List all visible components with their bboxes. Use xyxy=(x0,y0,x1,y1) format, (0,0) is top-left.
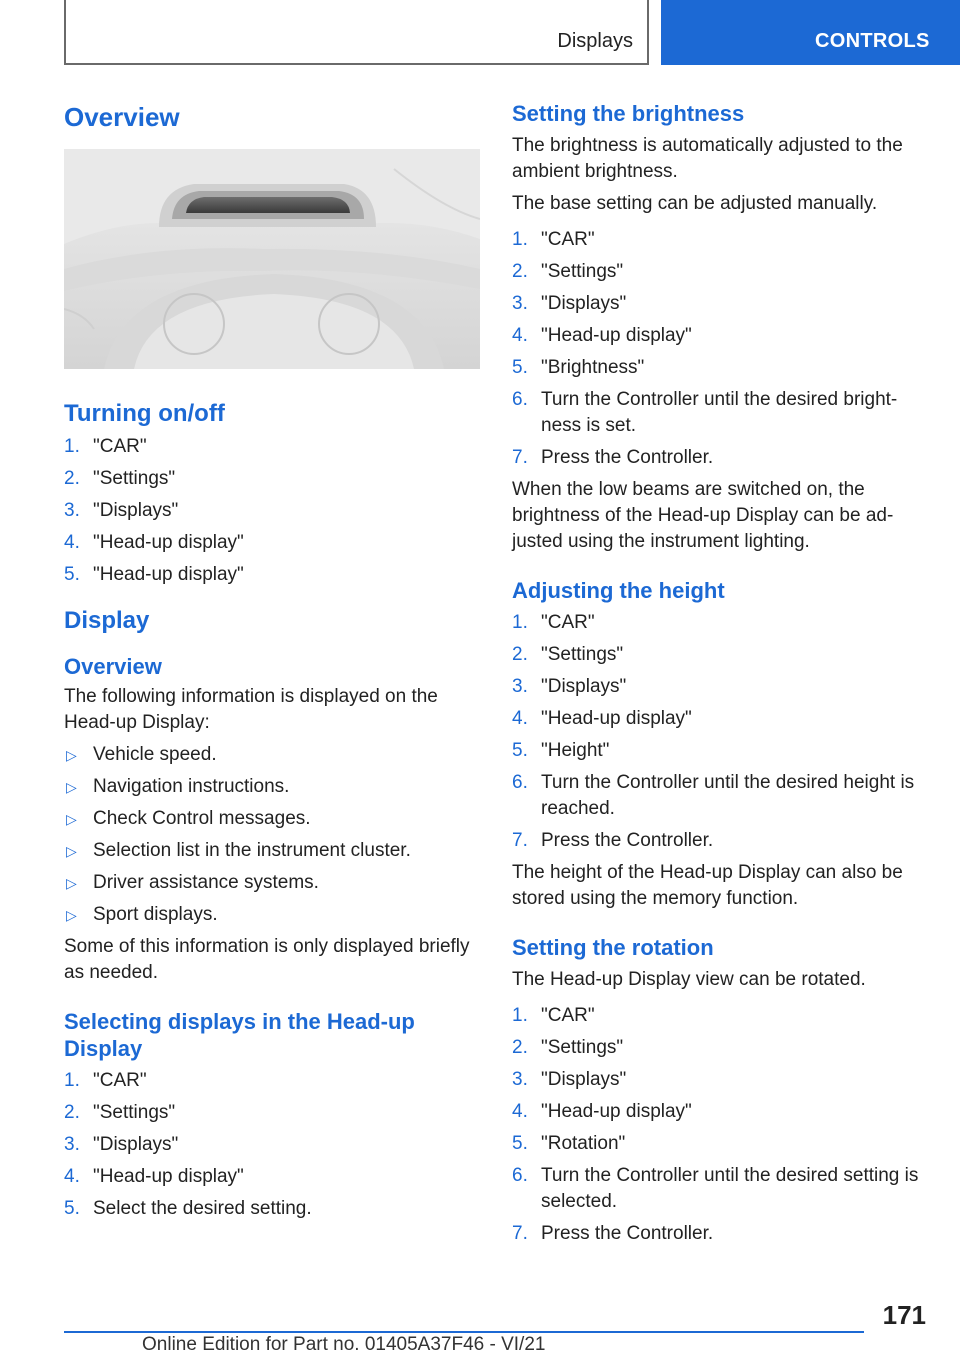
step-number: 1. xyxy=(512,229,528,250)
step-text: "Head-up display" xyxy=(541,708,692,729)
brightness-note: When the low beams are switched on, the brightness of the Head-up Display can be ad‐ justed using the instrument lighting. xyxy=(512,479,894,552)
step-number: 6. xyxy=(512,1165,528,1186)
list-item xyxy=(512,1221,932,1247)
brightness-p2: The base setting can be adjusted manually. xyxy=(512,193,878,214)
list-item xyxy=(64,466,484,492)
step-number: 1. xyxy=(64,436,80,457)
step-number: 4. xyxy=(512,325,528,346)
list-item xyxy=(512,1067,932,1093)
step-text: "Head-up display" xyxy=(541,325,692,346)
triangle-right-icon: ▷ xyxy=(66,907,77,923)
step-number: 2. xyxy=(512,261,528,282)
list-item xyxy=(64,1068,484,1094)
step-text: "Head-up display" xyxy=(93,1166,244,1187)
overview-heading: Overview xyxy=(64,102,180,132)
step-number: 7. xyxy=(512,447,528,468)
step-number: 6. xyxy=(512,772,528,793)
rotation-heading: Setting the rotation xyxy=(512,935,714,960)
step-text: Turn the Controller until the desired setting is selected. xyxy=(541,1165,919,1212)
step-number: 4. xyxy=(512,708,528,729)
triangle-right-icon: ▷ xyxy=(66,875,77,891)
bullet-text: Driver assistance systems. xyxy=(93,872,319,893)
step-text: "Brightness" xyxy=(541,357,645,378)
list-item xyxy=(64,806,484,832)
list-item xyxy=(512,738,932,764)
list-item xyxy=(512,1003,932,1029)
step-text: "Settings" xyxy=(541,644,624,665)
step-text: "Height" xyxy=(541,740,610,761)
turning-steps-list xyxy=(64,434,484,588)
step-number: 7. xyxy=(512,1223,528,1244)
step-number: 4. xyxy=(512,1101,528,1122)
step-text: "CAR" xyxy=(541,1005,595,1026)
triangle-right-icon: ▷ xyxy=(66,779,77,795)
header-chapter-tab xyxy=(661,0,960,65)
list-item xyxy=(512,323,932,349)
list-item xyxy=(512,1131,932,1157)
step-number: 6. xyxy=(512,389,528,410)
triangle-right-icon: ▷ xyxy=(66,843,77,859)
step-text: "Displays" xyxy=(541,1069,627,1090)
step-number: 3. xyxy=(64,500,80,521)
triangle-right-icon: ▷ xyxy=(66,747,77,763)
step-text: "Displays" xyxy=(93,1134,179,1155)
list-item xyxy=(512,355,932,381)
list-item xyxy=(64,774,484,800)
step-number: 7. xyxy=(512,830,528,851)
selecting-displays-heading: Selecting displays in the Head-up Display xyxy=(64,1009,415,1061)
list-item xyxy=(512,610,932,636)
list-item xyxy=(64,530,484,556)
brightness-heading: Setting the brightness xyxy=(512,101,745,126)
step-number: 5. xyxy=(512,357,528,378)
list-item xyxy=(512,828,932,854)
head-up-display-photo xyxy=(64,149,480,369)
step-text: Turn the Controller until the desired bright‐ ness is set. xyxy=(541,389,898,436)
height-steps-list xyxy=(512,610,932,854)
turning-on-off-heading: Turning on/off xyxy=(64,400,225,427)
step-text: "Head-up display" xyxy=(93,564,244,585)
dashboard-illustration xyxy=(64,149,480,369)
list-item xyxy=(512,259,932,285)
step-text: "Head-up display" xyxy=(93,532,244,553)
list-item xyxy=(512,227,932,253)
header-section-title: Displays xyxy=(557,30,633,52)
list-item xyxy=(512,770,932,822)
footer-divider xyxy=(64,1331,864,1333)
rotation-intro: The Head-up Display view can be rotated. xyxy=(512,969,866,990)
step-text: "Displays" xyxy=(541,293,627,314)
list-item xyxy=(512,674,932,700)
list-item xyxy=(512,706,932,732)
step-number: 1. xyxy=(512,1005,528,1026)
step-text: "Settings" xyxy=(541,1037,624,1058)
step-number: 3. xyxy=(512,293,528,314)
list-item xyxy=(64,434,484,460)
step-text: Select the desired setting. xyxy=(93,1198,312,1219)
list-item xyxy=(64,1132,484,1158)
bullet-text: Check Control messages. xyxy=(93,808,311,829)
display-overview-note: Some of this information is only displayed briefly as needed. xyxy=(64,936,470,983)
step-text: "Settings" xyxy=(93,1102,176,1123)
step-number: 5. xyxy=(512,1133,528,1154)
step-text: "Displays" xyxy=(541,676,627,697)
list-item xyxy=(512,387,932,439)
bullet-text: Navigation instructions. xyxy=(93,776,290,797)
step-text: "CAR" xyxy=(541,229,595,250)
step-number: 3. xyxy=(512,1069,528,1090)
height-heading: Adjusting the height xyxy=(512,578,725,603)
list-item xyxy=(64,838,484,864)
display-info-list xyxy=(64,742,484,928)
step-number: 3. xyxy=(512,676,528,697)
step-text: Press the Controller. xyxy=(541,830,714,851)
brightness-p1: The brightness is automatically adjusted to the ambient brightness. xyxy=(512,135,903,182)
step-number: 5. xyxy=(512,740,528,761)
step-number: 1. xyxy=(64,1070,80,1091)
list-item xyxy=(512,445,932,471)
step-text: Turn the Controller until the desired height is reached. xyxy=(541,772,915,819)
brightness-steps-list xyxy=(512,227,932,471)
list-item xyxy=(64,562,484,588)
display-overview-intro: The following information is displayed on the Head-up Display: xyxy=(64,686,438,733)
step-text: "Settings" xyxy=(93,468,176,489)
step-number: 4. xyxy=(64,532,80,553)
step-number: 3. xyxy=(64,1134,80,1155)
step-text: "Rotation" xyxy=(541,1133,626,1154)
list-item xyxy=(512,642,932,668)
list-item xyxy=(64,498,484,524)
bullet-text: Sport displays. xyxy=(93,904,218,925)
step-text: "CAR" xyxy=(93,1070,147,1091)
height-note: The height of the Head-up Display can also be stored using the memory function. xyxy=(512,862,903,909)
step-text: "CAR" xyxy=(541,612,595,633)
step-number: 2. xyxy=(512,1037,528,1058)
triangle-right-icon: ▷ xyxy=(66,811,77,827)
rotation-steps-list xyxy=(512,1003,932,1247)
step-number: 2. xyxy=(64,468,80,489)
list-item xyxy=(512,1035,932,1061)
list-item xyxy=(64,902,484,928)
bullet-text: Vehicle speed. xyxy=(93,744,217,765)
page-number: 171 xyxy=(882,1300,926,1330)
list-item xyxy=(64,1196,484,1222)
list-item xyxy=(512,1163,932,1215)
step-number: 1. xyxy=(512,612,528,633)
right-column xyxy=(512,100,932,1253)
step-number: 2. xyxy=(64,1102,80,1123)
header-chapter-title: CONTROLS xyxy=(815,30,930,52)
display-heading: Display xyxy=(64,607,150,634)
step-text: "Displays" xyxy=(93,500,179,521)
list-item xyxy=(512,1099,932,1125)
bullet-text: Selection list in the instrument cluster. xyxy=(93,840,411,861)
footer-edition: Online Edition for Part no. 01405A37F46 - VI/21 xyxy=(142,1334,546,1355)
display-overview-heading: Overview xyxy=(64,654,162,679)
step-text: Press the Controller. xyxy=(541,447,714,468)
step-number: 4. xyxy=(64,1166,80,1187)
step-text: "Head-up display" xyxy=(541,1101,692,1122)
list-item xyxy=(64,1164,484,1190)
list-item xyxy=(64,742,484,768)
header-section-box xyxy=(64,0,649,65)
selecting-steps-list xyxy=(64,1068,484,1222)
step-number: 5. xyxy=(64,1198,80,1219)
list-item xyxy=(64,1100,484,1126)
left-column xyxy=(64,100,484,1228)
step-text: "Settings" xyxy=(541,261,624,282)
step-number: 2. xyxy=(512,644,528,665)
step-number: 5. xyxy=(64,564,80,585)
list-item xyxy=(512,291,932,317)
list-item xyxy=(64,870,484,896)
step-text: "CAR" xyxy=(93,436,147,457)
step-text: Press the Controller. xyxy=(541,1223,714,1244)
